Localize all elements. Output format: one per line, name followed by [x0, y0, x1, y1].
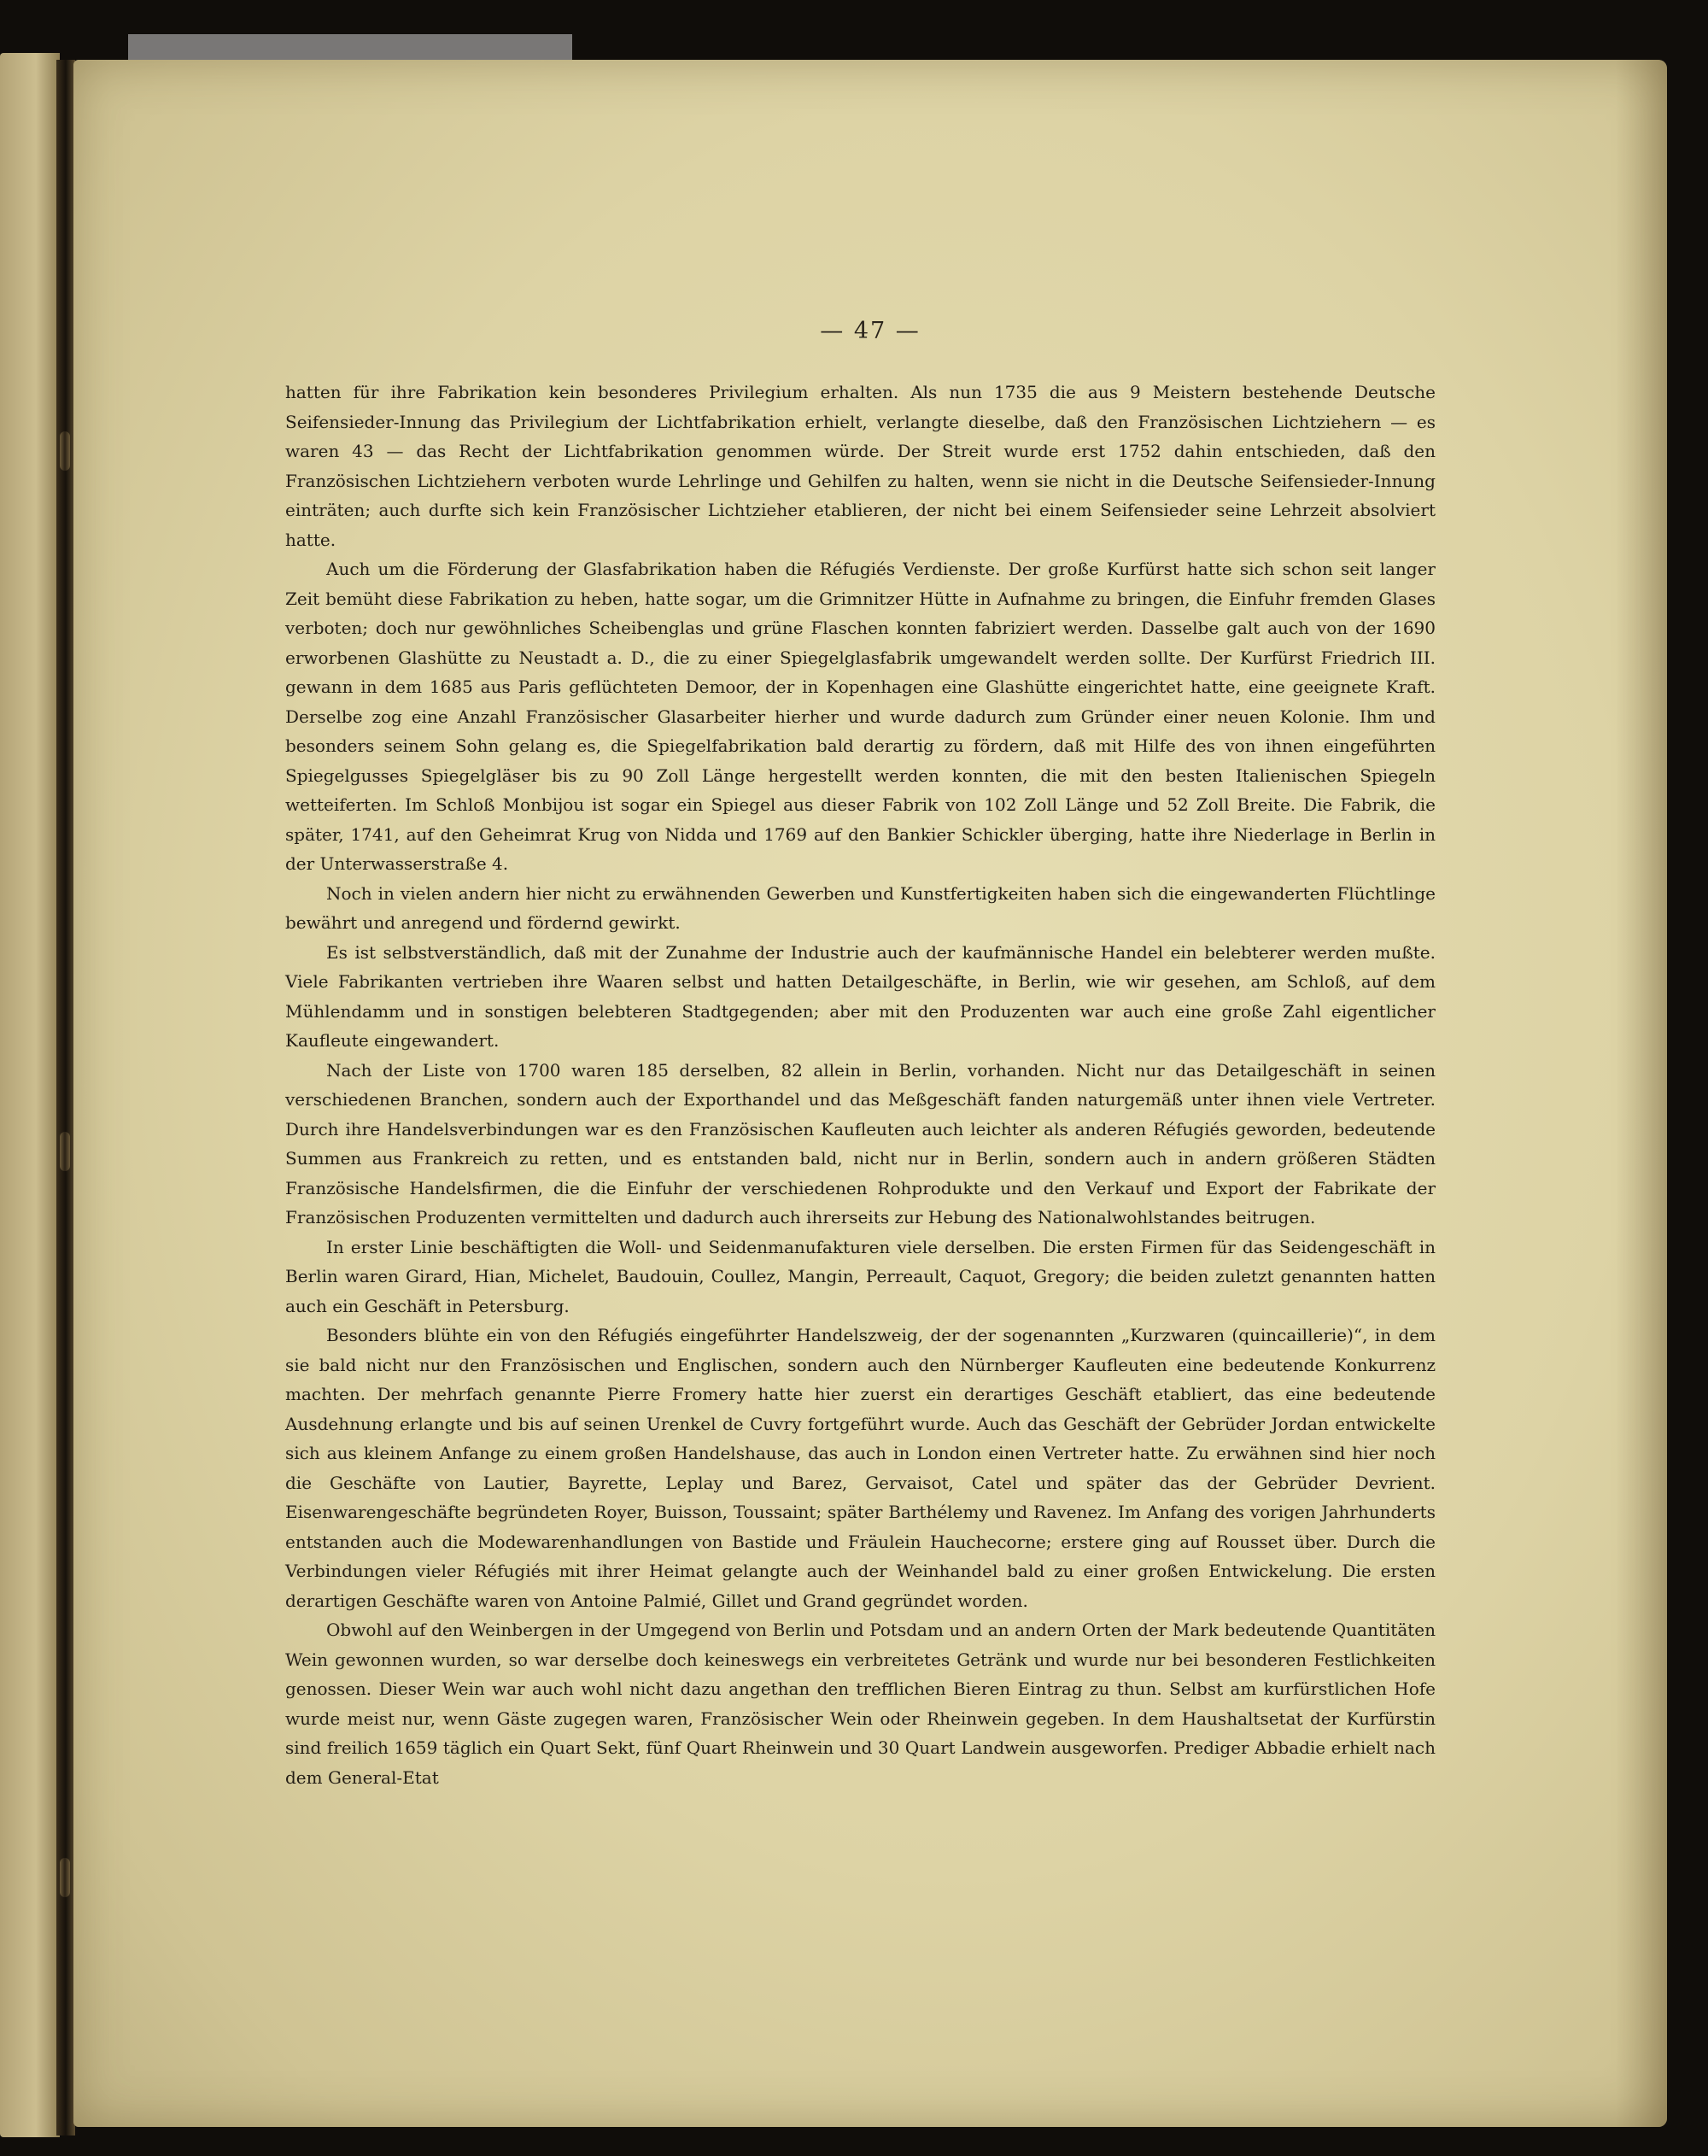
paragraph-4: Es ist selbstverständlich, daß mit der Zunahme der Industrie auch der kaufmännische Handel ein belebterer werden mußte. Viele Fabrikanten vertrieben ihre Waaren selbst und hatten Detailgeschäfte, in Berlin, wie wir gesehen, am Schloß, auf dem Mühlendamm und in sonstigen belebteren Stadtgegenden; aber mit den Produzenten war auch eine große Zahl eigentlicher Kaufleute eingewandert. — [285, 941, 1436, 1051]
binding-thread — [60, 1858, 70, 1897]
book-page — [73, 60, 1667, 2127]
paragraph-3: Noch in vielen andern hier nicht zu erwähnenden Gewerben und Kunstfertigkeiten haben sich die eingewanderten Flüchtlinge bewährt und anregend und fördernd gewirkt. — [285, 882, 1436, 933]
paragraph-7: Besonders blühte ein von den Réfugiés eingeführter Handelszweig, der der sogenannten „Kurzwaren (quincaillerie)“, in dem sie bald nicht nur den Französischen und Englischen, sondern auch den Nürnberger Kaufleuten eine bedeutende Konkurrenz machten. Der mehrfach genannte Pierre Fromery hatte hier zuerst ein derartiges Geschäft etabliert, das eine bedeutende Ausdehnung erlangte und bis auf seinen Urenkel de Cuvry fortgeführt wurde. Auch das Geschäft der Gebrüder Jordan entwickelte sich aus kleinem Anfange zu einem großen Handelshause, das auch in London einen Vertreter hatte. Zu erwähnen sind hier noch die Geschäfte von Lautier, Bayrette, Leplay und Barez, Gervaisot, Catel und später das der Gebrüder Devrient. Eisenwarengeschäfte begründeten Royer, Buisson, Toussaint; später Barthélemy und Ravenez. Im Anfang des vorigen Jahrhunderts entstanden auch die Modewarenhandlungen von Bastide und Fräulein Hauchecorne; erstere ging auf Rousset über. Durch die Verbindungen vieler Réfugiés mit ihrer Heimat gelangte auch der Weinhandel bald zu einer großen Entwickelung. Die ersten derartigen Geschäfte waren von Antoine Palmié, Gillet und Grand gegründet worden. — [285, 1325, 1436, 1611]
page-edge-shade — [1616, 60, 1667, 2127]
page-body — [285, 378, 1436, 1792]
paragraph-1: hatten für ihre Fabrikation kein besonderes Privilegium erhalten. Als nun 1735 die aus 9 Meistern bestehende Deutsche Seifensieder-Innung das Privilegium der Lichtfabrikation erhielt, verlangte dieselbe, daß den Französischen Lichtziehern — es waren 43 — das Recht der Lichtfabrikation genommen würde. Der Streit wurde erst 1752 dahin entschieden, daß den Französischen Lichtziehern verboten wurde Lehrlinge und Gehilfen zu halten, wenn sie nicht in die Deutsche Seifensieder-Innung einträten; auch durfte sich kein Französischer Lichtzieher etablieren, der nicht bei einem Seifensieder seine Lehrzeit absolviert hatte. — [285, 382, 1436, 550]
binding-thread — [60, 431, 70, 471]
paragraph-6: In erster Linie beschäftigten die Woll- und Seidenmanufakturen viele derselben. Die ersten Firmen für das Seidengeschäft in Berlin waren Girard, Hian, Michelet, Baudouin, Coullez, Mangin, Perreault, Caquot, Gregory; die beiden zuletzt genannten hatten auch ein Geschäft in Petersburg. — [285, 1236, 1436, 1316]
binding-thread — [60, 1132, 70, 1171]
paragraph-5: Nach der Liste von 1700 waren 185 derselben, 82 allein in Berlin, vorhanden. Nicht nur das Detailgeschäft in seinen verschiedenen Branchen, sondern auch der Exporthandel und das Meßgeschäft fanden naturgemäß unter ihnen viele Vertreter. Durch ihre Handelsverbindungen war es den Französischen Kaufleuten auch leichter als anderen Réfugiés geworden, bedeutende Summen aus Frankreich zu retten, und es entstanden bald, nicht nur in Berlin, sondern auch in andern größeren Städten Französische Handelsfirmen, die die Einfuhr der verschiedenen Rohprodukte und den Verkauf und Export der Fabrikate der Französischen Produzenten vermittelten und dadurch auch ihrerseits zur Hebung des Nationalwohlstandes beitrugen. — [285, 1059, 1436, 1227]
book-gutter — [56, 60, 75, 2135]
paper-strip — [128, 34, 572, 62]
left-page-edge — [0, 53, 60, 2137]
paragraph-8: Obwohl auf den Weinbergen in der Umgegend von Berlin und Potsdam und an andern Orten der Mark bedeutende Quantitäten Wein gewonnen wurden, so war derselbe doch keineswegs ein verbreitetes Getränk und wurde nur bei besonderen Festlichkeiten genossen. Dieser Wein war auch wohl nicht dazu angethan den trefflichen Bieren Eintrag zu thun. Selbst am kurfürstlichen Hofe wurde meist nur, wenn Gäste zugegen waren, Französischer Wein oder Rheinwein gegeben. In dem Haushaltsetat der Kurfürstin sind freilich 1659 täglich ein Quart Sekt, fünf Quart Rheinwein und 30 Quart Landwein ausgeworfen. Prediger Abbadie erhielt nach dem General-Etat — [285, 1620, 1436, 1788]
page-number: — 47 — — [820, 318, 921, 344]
paragraph-2: Auch um die Förderung der Glasfabrikation haben die Réfugiés Verdienste. Der große Kurfürst hatte sich schon seit langer Zeit bemüht diese Fabrikation zu heben, hatte sogar, um die Grimnitzer Hütte in Aufnahme zu bringen, die Einfuhr fremden Glases verboten; doch nur gewöhnliches Scheibenglas und grüne Flaschen konnten fabriziert werden. Dasselbe galt auch von der 1690 erworbenen Glashütte zu Neustadt a. D., die zu einer Spiegelglasfabrik umgewandelt werden sollte. Der Kurfürst Friedrich III. gewann in dem 1685 aus Paris geflüchteten Demoor, der in Kopenhagen eine Glashütte eingerichtet hatte, eine geeignete Kraft. Derselbe zog eine Anzahl Französischer Glasarbeiter hierher und wurde dadurch zum Gründer einer neuen Kolonie. Ihm und besonders seinem Sohn gelang es, die Spiegelfabrikation bald derartig zu fördern, daß mit Hilfe des von ihnen eingeführten Spiegelgusses Spiegelgläser bis zu 90 Zoll Länge hergestellt werden konnten, die mit den besten Italienischen Spiegeln wetteiferten. Im Schloß Monbijou ist sogar ein Spiegel aus dieser Fabrik von 102 Zoll Länge und 52 Zoll Breite. Die Fabrik, die später, 1741, auf den Geheimrat Krug von Nidda und 1769 auf den Bankier Schickler überging, hatte ihre Niederlage in Berlin in der Unterwasserstraße 4. — [285, 559, 1436, 874]
